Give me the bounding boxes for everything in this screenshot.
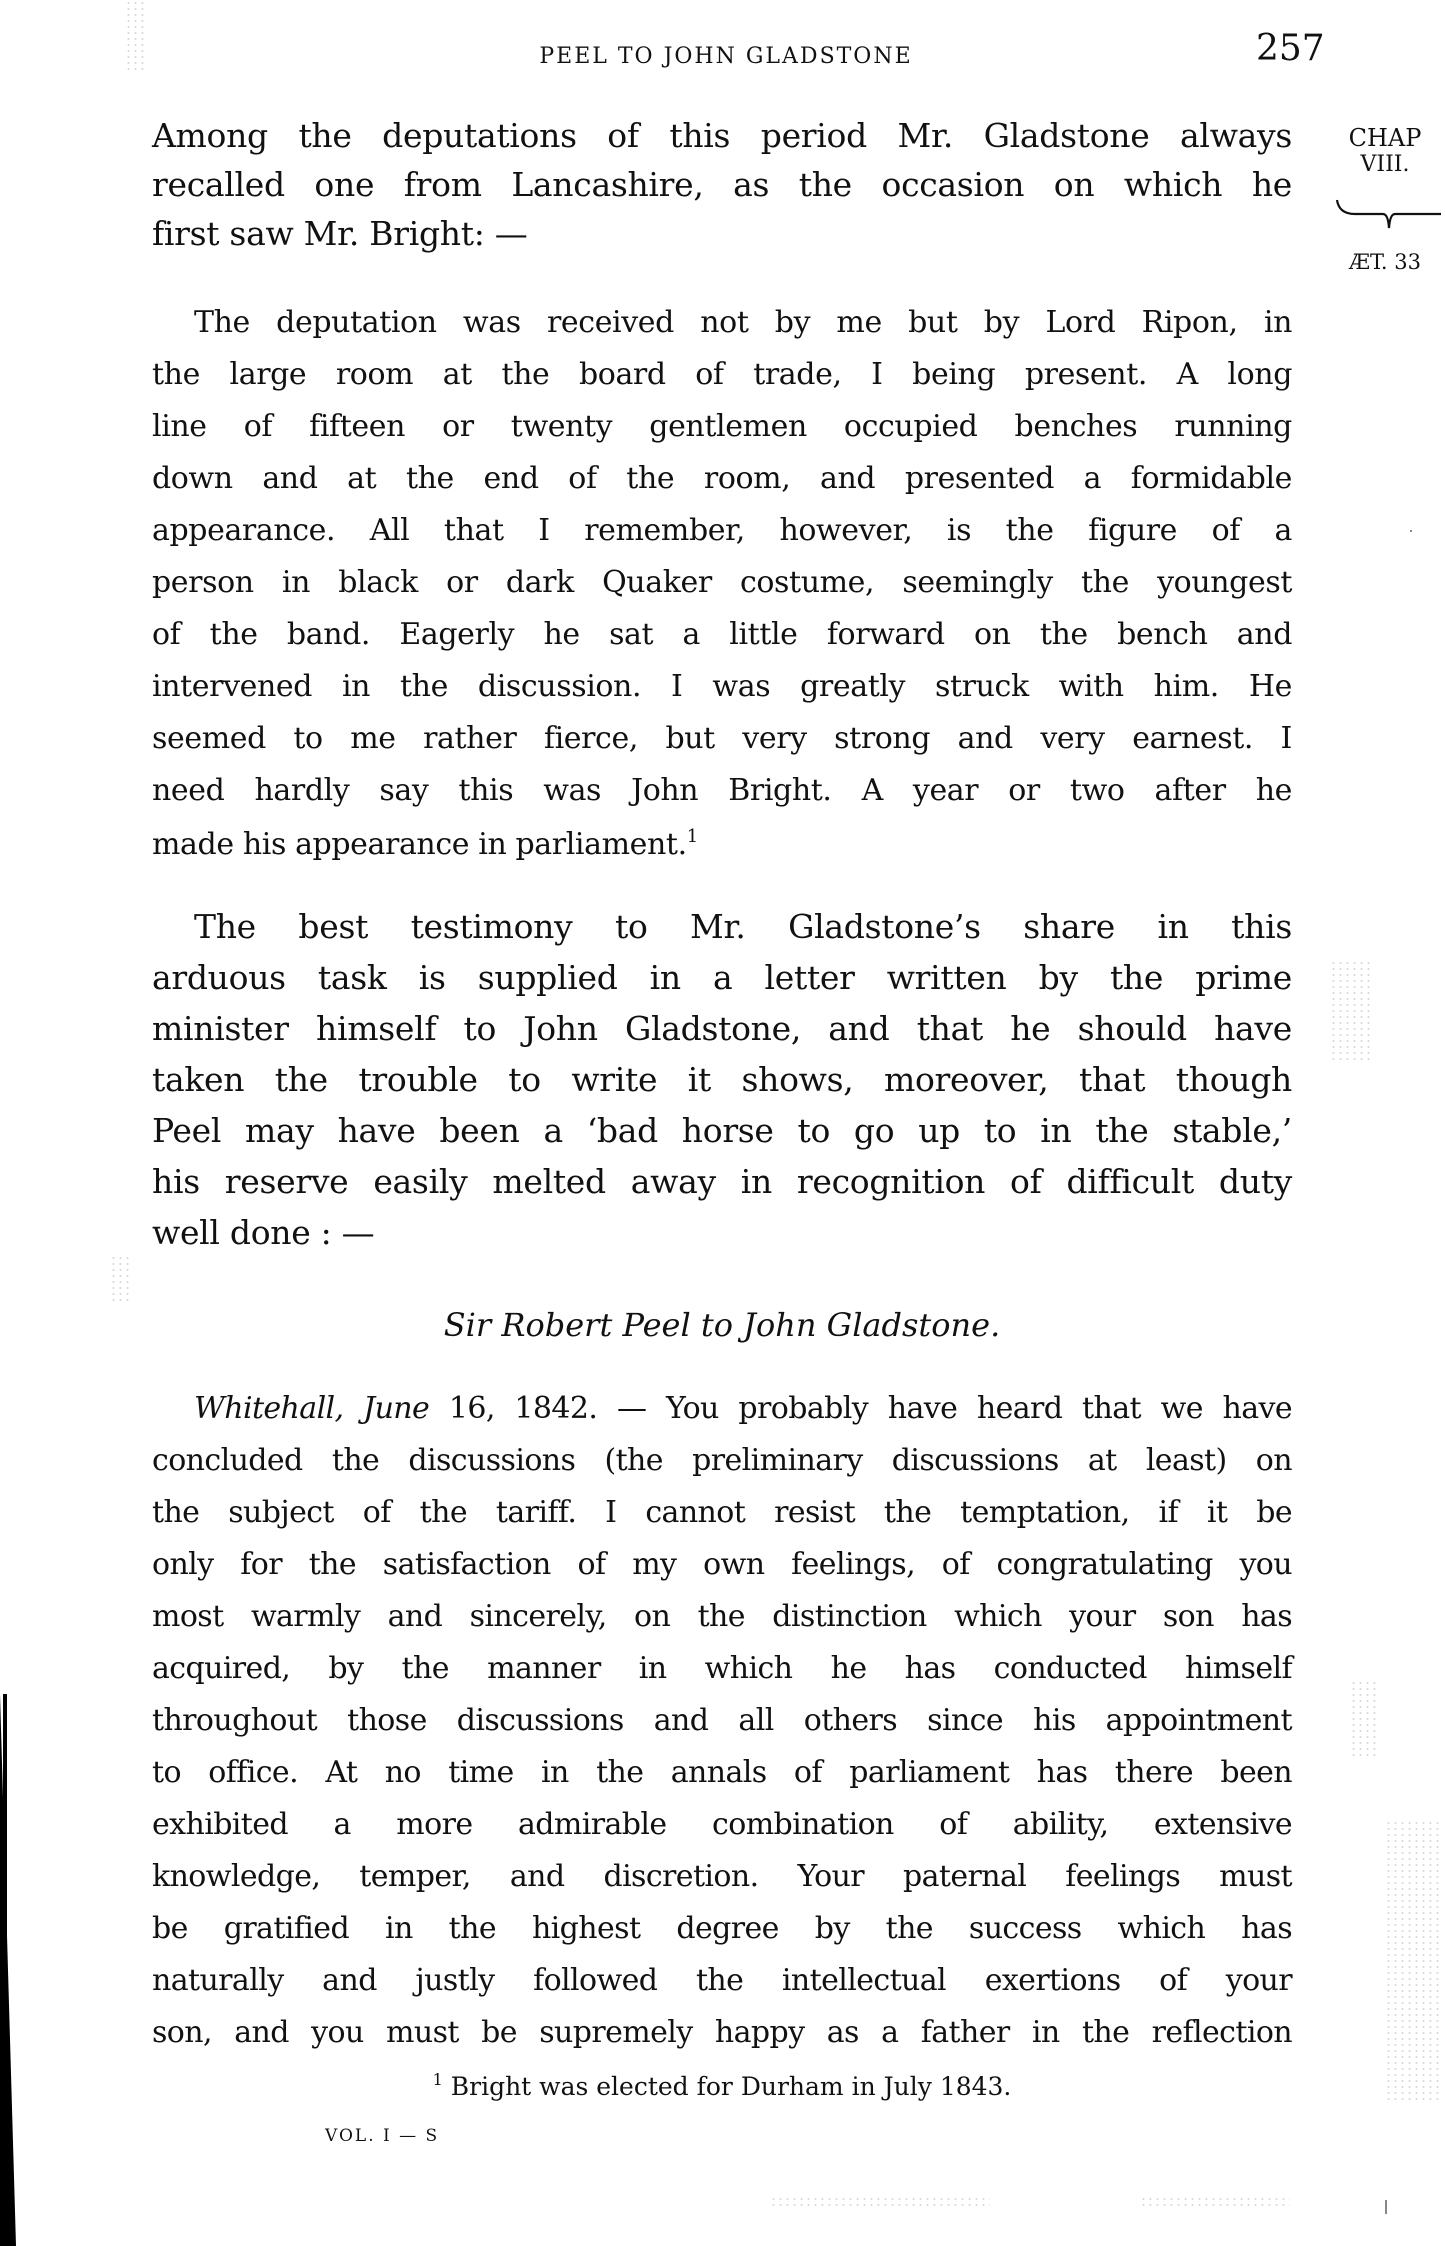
letter-heading: Sir Robert Peel to John Gladstone.: [443, 1306, 1001, 1344]
paragraph1-line: recalled one from Lancashire, as the occasion on which he: [152, 165, 1292, 204]
letter-line: to office. At no time in the annals of parliament has there been: [152, 1755, 1292, 1790]
letter-first-line-text: 16, 1842. — You probably have heard that we have: [448, 1391, 1293, 1426]
paragraph2-line: The best testimony to Mr. Gladstone’s share in this: [194, 907, 1292, 946]
quote-line: of the band. Eagerly he sat a little forward on the bench and: [152, 617, 1292, 652]
margin-age: ÆT. 33: [1348, 250, 1421, 274]
quote-line: the large room at the board of trade, I being present. A long: [152, 357, 1292, 392]
signature-mark: VOL. I — S: [325, 2126, 440, 2146]
letter-line-first: [152, 1391, 1293, 1426]
footnote-text: Bright was elected for Durham in July 1843.: [450, 2072, 1012, 2101]
scan-speck: [1410, 530, 1412, 532]
letter-line: exhibited a more admirable combination of ability, extensive: [152, 1807, 1292, 1842]
paragraph2-line: Peel may have been a ‘bad horse to go up to in the stable,’: [152, 1111, 1292, 1150]
letter-line: knowledge, temper, and discretion. Your paternal feelings must: [152, 1859, 1292, 1894]
letter-line: concluded the discussions (the preliminary discussions at least) on: [152, 1443, 1292, 1478]
quote-line-last: [152, 828, 1292, 860]
quote-line-text: made his appearance in parliament.: [152, 827, 687, 862]
scan-noise: [110, 1255, 130, 1305]
quote-line: intervened in the discussion. I was greatly struck with him. He: [152, 669, 1292, 704]
running-head-title: PEEL TO JOHN GLADSTONE: [539, 44, 913, 69]
scan-noise: [125, 0, 145, 70]
letter-place: Whitehall,: [194, 1391, 344, 1426]
scan-noise: [770, 2196, 990, 2208]
margin-chapter-label: CHAP: [1348, 124, 1422, 152]
paragraph1-line: Among the deputations of this period Mr. Gladstone always: [152, 116, 1292, 155]
paragraph2-line: taken the trouble to write it shows, moreover, that though: [152, 1060, 1292, 1099]
quote-line: The deputation was received not by me but by Lord Ripon, in: [194, 305, 1292, 340]
margin-chapter-number: VIII.: [1360, 152, 1410, 177]
letter-month: June: [363, 1391, 430, 1426]
scan-speck: [1385, 2200, 1387, 2214]
letter-line: son, and you must be supremely happy as a father in the reflection: [152, 2015, 1292, 2050]
letter-line: only for the satisfaction of my own feelings, of congratulating you: [152, 1547, 1292, 1582]
paragraph2-line: minister himself to John Gladstone, and that he should have: [152, 1009, 1292, 1048]
quote-line: seemed to me rather fierce, but very strong and very earnest. I: [152, 721, 1292, 756]
scan-noise: [1350, 1680, 1380, 1760]
paragraph2-line: well done : —: [152, 1213, 375, 1252]
quote-line: appearance. All that I remember, however, is the figure of a: [152, 513, 1292, 548]
paragraph2-line: his reserve easily melted away in recognition of difficult duty: [152, 1162, 1292, 1201]
footnote-reference[interactable]: 1: [686, 826, 698, 847]
footnote-marker: 1: [432, 2070, 443, 2089]
letter-line: throughout those discussions and all others since his appointment: [152, 1703, 1292, 1738]
quote-line: person in black or dark Quaker costume, seemingly the youngest: [152, 565, 1292, 600]
paragraph1-line: first saw Mr. Bright: —: [152, 214, 528, 253]
letter-line: naturally and justly followed the intellectual exertions of your: [152, 1963, 1292, 1998]
quote-line: down and at the end of the room, and presented a formidable: [152, 461, 1292, 496]
letter-line: the subject of the tariff. I cannot resist the temptation, if it be: [152, 1495, 1292, 1530]
scan-noise: [1385, 1820, 1440, 2100]
page-number: 257: [1256, 28, 1325, 69]
letter-line: most warmly and sincerely, on the distinction which your son has: [152, 1599, 1292, 1634]
scan-noise: [1140, 2196, 1290, 2208]
footnote: [152, 2070, 1292, 2101]
quote-line: need hardly say this was John Bright. A year or two after he: [152, 773, 1292, 808]
letter-line: acquired, by the manner in which he has conducted himself: [152, 1651, 1292, 1686]
scan-noise: [1330, 960, 1370, 1060]
margin-brace-icon: [1335, 198, 1443, 232]
letter-line: be gratified in the highest degree by the success which has: [152, 1911, 1292, 1946]
scan-edge-line: [3, 1694, 7, 2246]
quote-line: line of fifteen or twenty gentlemen occupied benches running: [152, 409, 1292, 444]
paragraph2-line: arduous task is supplied in a letter written by the prime: [152, 958, 1292, 997]
